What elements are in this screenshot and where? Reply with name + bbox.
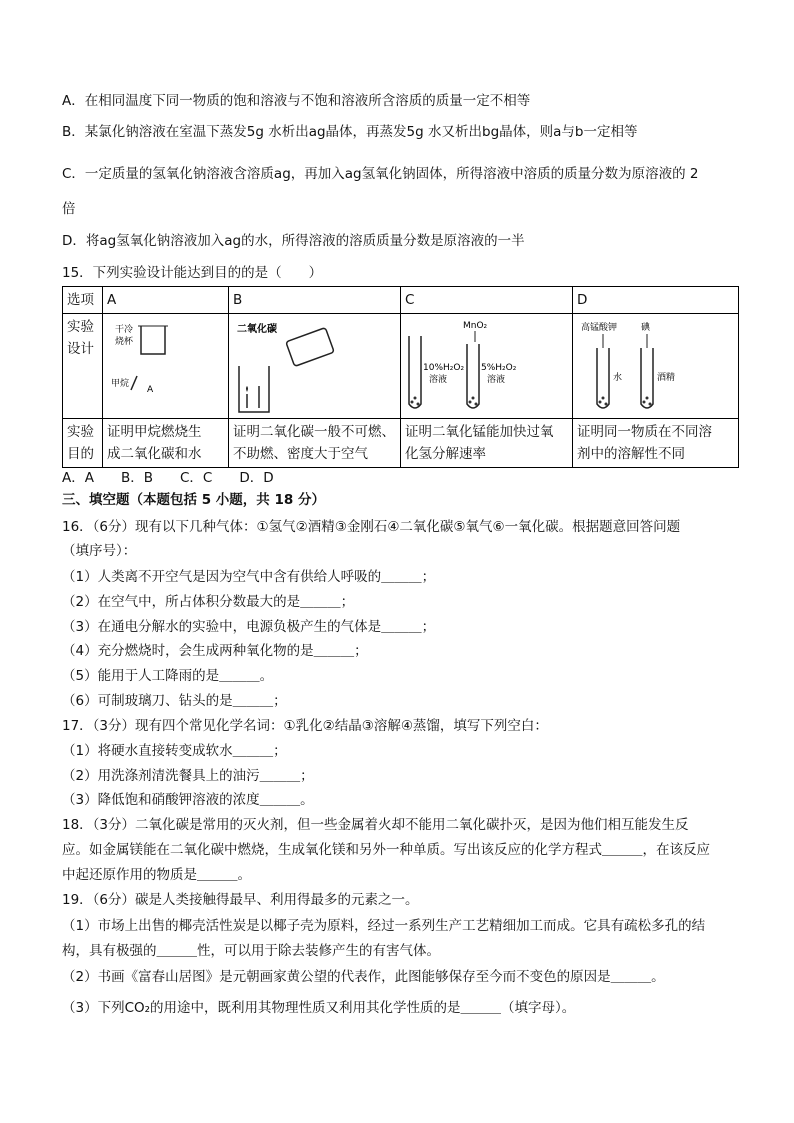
col-label-d: D bbox=[573, 287, 739, 314]
figure-a-methane-burning bbox=[103, 314, 229, 418]
q17-item-1: （1）将硬水直接转变成软水＿＿＿； bbox=[62, 743, 287, 759]
table-row bbox=[63, 419, 739, 468]
table-row bbox=[63, 314, 739, 419]
gas-jar-icon bbox=[286, 328, 334, 367]
goal-a bbox=[103, 419, 229, 468]
q16-item-4: （4）充分燃烧时，会生成两种氧化物的是＿＿＿； bbox=[62, 643, 368, 659]
q19-part-3: （3）下列CO₂的用途中，既利用其物理性质又利用其化学性质的是＿＿＿（填字母）。 bbox=[62, 1000, 576, 1016]
beaker-icon bbox=[239, 366, 269, 412]
fig-a-label-4: A bbox=[147, 385, 154, 395]
figure-a-cell bbox=[103, 314, 229, 419]
q16-item-5: （5）能用于人工降雨的是＿＿＿。 bbox=[62, 668, 274, 684]
fig-d-label-1: 高锰酸钾 bbox=[581, 323, 618, 333]
goal-b-line2: 不助燃、密度大于空气 bbox=[233, 446, 368, 462]
row-label-option: 选项 bbox=[63, 287, 103, 314]
goal-a-line1: 证明甲烷燃烧生 bbox=[107, 424, 202, 440]
fig-a-label-1: 干冷 bbox=[115, 325, 134, 335]
goal-c-line2: 化氢分解速率 bbox=[405, 446, 486, 462]
figure-b-cell bbox=[229, 314, 401, 419]
goal-d-line1: 证明同一物质在不同溶 bbox=[577, 424, 712, 440]
figure-c-h2o2-tubes bbox=[401, 314, 573, 418]
fig-c-label-5: 溶液 bbox=[487, 375, 506, 385]
q16-stem: 16．（6分）现有以下几种气体：①氢气②酒精③金刚石④二氧化碳⑤氧气⑥一氧化碳。根据题意回答问题 bbox=[62, 519, 681, 535]
row-label-goal-2: 目的 bbox=[67, 446, 94, 462]
col-label-a: A bbox=[103, 287, 229, 314]
figure-c-cell bbox=[401, 314, 573, 419]
fig-c-label-2: 10%H₂O₂ bbox=[423, 363, 465, 373]
q17-item-2: （2）用洗涤剂清洗餐具上的油污＿＿＿； bbox=[62, 768, 314, 784]
goal-b-line1: 证明二氧化碳一般不可燃、 bbox=[233, 424, 395, 440]
goal-b bbox=[229, 419, 401, 468]
q14-option-b: B．某氯化钠溶液在室温下蒸发5g 水析出ag晶体，再蒸发5g 水又析出bg晶体，则a与b一定相等 bbox=[62, 124, 638, 140]
fig-a-label-2: 烧杯 bbox=[115, 337, 134, 347]
row-label-design-2: 设计 bbox=[67, 341, 94, 357]
fig-c-label-4: 5%H₂O₂ bbox=[481, 363, 517, 373]
q19-part-1: （1）市场上出售的椰壳活性炭是以椰子壳为原料，经过一系列生产工艺精细加工而成。它具有疏松多孔的结 bbox=[62, 918, 706, 934]
goal-c-line1: 证明二氧化锰能加快过氧 bbox=[405, 424, 554, 440]
q14-option-c: C．一定质量的氢氧化钠溶液含溶质ag，再加入ag氢氧化钠固体，所得溶液中溶质的质量分数为原溶液的 2 bbox=[62, 166, 699, 182]
figure-d-cell bbox=[573, 314, 739, 419]
q17-stem: 17．（3分）现有四个常见化学名词：①乳化②结晶③溶解④蒸馏，填写下列空白： bbox=[62, 718, 548, 734]
q14-option-d: D．将ag氢氧化钠溶液加入ag的水，所得溶液的溶质质量分数是原溶液的一半 bbox=[62, 233, 525, 249]
goal-d-line2: 剂中的溶解性不同 bbox=[577, 446, 685, 462]
row-label-goal bbox=[63, 419, 103, 468]
q15-answer-options: A．A B．B C．C D．D bbox=[62, 470, 274, 486]
fig-d-label-3: 水 bbox=[613, 373, 623, 383]
flame-icon bbox=[246, 386, 248, 392]
q18-line-1: 18．（3分）二氧化碳是常用的灭火剂，但一些金属着火却不能用二氧化碳扑灭，是因为他们相互能发生反 bbox=[62, 817, 689, 833]
row-label-goal-1: 实验 bbox=[67, 424, 94, 440]
row-label-design-1: 实验 bbox=[67, 319, 94, 335]
q14-option-c-cont: 倍 bbox=[62, 201, 76, 217]
q17-item-3: （3）降低饱和硝酸钾溶液的浓度＿＿＿。 bbox=[62, 792, 314, 808]
q19-part-2: （2）书画《富春山居图》是元朝画家黄公望的代表作，此图能够保存至今而不变色的原因是＿＿＿。 bbox=[62, 969, 665, 985]
table-row bbox=[63, 287, 739, 314]
fig-c-label-3: 溶液 bbox=[429, 375, 448, 385]
fig-b-label-1: 二氧化碳 bbox=[237, 324, 277, 335]
figure-d-solubility-tubes bbox=[573, 314, 739, 418]
fig-c-label-1: MnO₂ bbox=[463, 321, 488, 331]
goal-d bbox=[573, 419, 739, 468]
q19-part-1-cont: 构，具有极强的＿＿＿性，可以用于除去装修产生的有害气体。 bbox=[62, 943, 440, 959]
gas-tube-icon bbox=[131, 376, 137, 390]
q14-option-a: A．在相同温度下同一物质的饱和溶液与不饱和溶液所含溶质的质量一定不相等 bbox=[62, 93, 531, 109]
q16-item-1: （1）人类离不开空气是因为空气中含有供给人呼吸的＿＿＿； bbox=[62, 569, 436, 585]
q16-item-6: （6）可制玻璃刀、钻头的是＿＿＿； bbox=[62, 693, 287, 709]
q18-line-2: 应。如金属镁能在二氧化碳中燃烧，生成氧化镁和另外一种单质。写出该反应的化学方程式＿＿＿，在该反应 bbox=[62, 842, 710, 858]
q16-item-3: （3）在通电分解水的实验中，电源负极产生的气体是＿＿＿； bbox=[62, 619, 436, 635]
q18-line-3: 中起还原作用的物质是＿＿＿。 bbox=[62, 867, 251, 883]
q16-item-2: （2）在空气中，所占体积分数最大的是＿＿＿； bbox=[62, 594, 355, 610]
section-title: 三、填空题（本题包括 5 小题，共 18 分） bbox=[62, 492, 325, 508]
figure-b-co2-pouring bbox=[229, 314, 401, 418]
fig-d-label-4: 酒精 bbox=[657, 373, 676, 383]
row-label-design bbox=[63, 314, 103, 419]
fig-d-label-2: 碘 bbox=[641, 323, 651, 333]
col-label-c: C bbox=[401, 287, 573, 314]
beaker-icon bbox=[141, 326, 165, 354]
goal-a-line2: 成二氧化碳和水 bbox=[107, 446, 202, 462]
q15-table bbox=[62, 286, 739, 468]
goal-c bbox=[401, 419, 573, 468]
col-label-b: B bbox=[229, 287, 401, 314]
q16-stem-cont: （填序号）： bbox=[62, 543, 137, 559]
q19-stem: 19．（6分）碳是人类接触得最早、利用得最多的元素之一。 bbox=[62, 892, 419, 908]
fig-a-label-3: 甲烷 bbox=[111, 379, 130, 389]
q15-stem: 15．下列实验设计能达到目的的是（ ） bbox=[62, 265, 323, 281]
